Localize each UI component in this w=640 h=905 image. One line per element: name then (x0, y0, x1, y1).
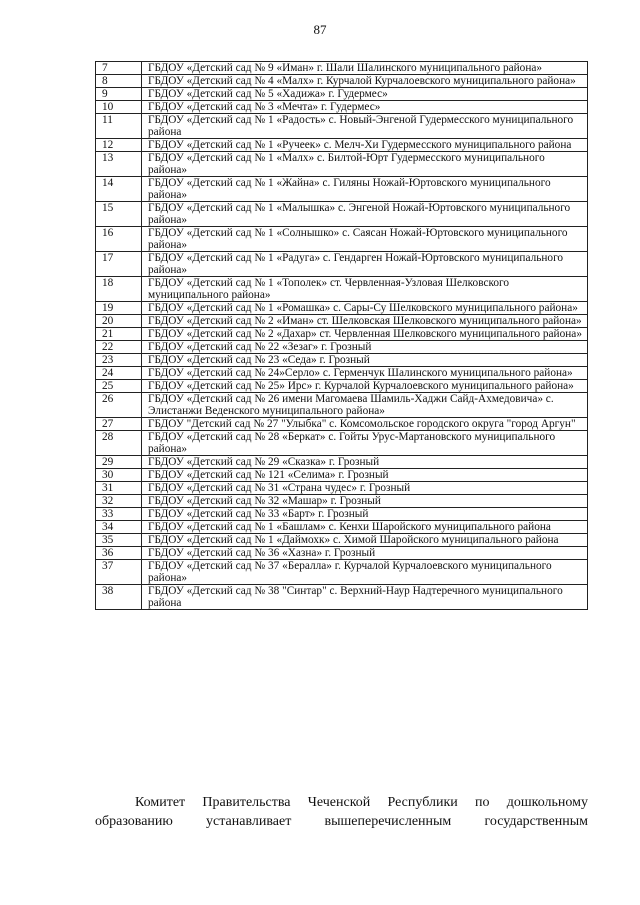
table-row (96, 177, 588, 202)
row-number: 24 (96, 367, 142, 380)
institution-name: ГБДОУ «Детский сад № 26 имени Магомаева Шамиль-Хаджи Сайд-Ахмедовича» с. Элистанжи Веденского муниципального района» (142, 393, 588, 418)
table-row (96, 508, 588, 521)
table-body (96, 62, 588, 610)
row-number: 23 (96, 354, 142, 367)
institution-name: ГБДОУ «Детский сад № 5 «Хадижа» г. Гудермес» (142, 88, 588, 101)
row-number: 27 (96, 418, 142, 431)
table-row (96, 547, 588, 560)
row-number: 14 (96, 177, 142, 202)
row-number: 34 (96, 521, 142, 534)
institution-name: ГБДОУ «Детский сад № 29 «Сказка» г. Грозный (142, 456, 588, 469)
body-paragraph: Комитет Правительства Чеченской Республики по дошкольному образованию устанавливает вышеперечисленным государственным (95, 795, 588, 829)
row-number: 11 (96, 114, 142, 139)
institution-name: ГБДОУ «Детский сад № 1 «Малх» с. Билтой-Юрт Гудермесского муниципального района» (142, 152, 588, 177)
institution-name: ГБДОУ «Детский сад № 3 «Мечта» г. Гудермес» (142, 101, 588, 114)
table-row (96, 75, 588, 88)
institution-name: ГБДОУ «Детский сад № 28 «Беркат» с. Гойты Урус-Мартановского муниципального района» (142, 431, 588, 456)
institution-name: ГБДОУ «Детский сад № 32 «Машар» г. Грозный (142, 495, 588, 508)
table-row (96, 139, 588, 152)
institution-name: ГБДОУ «Детский сад № 1 «Радуга» с. Гендарген Ножай-Юртовского муниципального района» (142, 252, 588, 277)
institution-name: ГБДОУ «Детский сад № 1 «Ромашка» с. Сары-Су Шелковского муниципального района» (142, 302, 588, 315)
table-row (96, 277, 588, 302)
institution-name: ГБДОУ «Детский сад № 38 "Синтар" с. Верхний-Наур Надтеречного муниципального района (142, 585, 588, 610)
institution-name: ГБДОУ «Детский сад № 37 «Бералла» г. Курчалой Курчалоевского муниципального района» (142, 560, 588, 585)
row-number: 25 (96, 380, 142, 393)
table-row (96, 227, 588, 252)
institution-name: ГБДОУ «Детский сад № 1 «Ручеек» с. Мелч-Хи Гудермесского муниципального района (142, 139, 588, 152)
table-row (96, 152, 588, 177)
table-row (96, 469, 588, 482)
table-row (96, 315, 588, 328)
row-number: 17 (96, 252, 142, 277)
table-row (96, 354, 588, 367)
row-number: 28 (96, 431, 142, 456)
institution-name: ГБДОУ «Детский сад № 4 «Малх» г. Курчалой Курчалоевского муниципального района» (142, 75, 588, 88)
table-row (96, 101, 588, 114)
kindergarten-table (95, 61, 588, 610)
institution-name: ГБДОУ «Детский сад № 9 «Иман» г. Шали Шалинского муниципального района» (142, 62, 588, 75)
table-row (96, 328, 588, 341)
row-number: 36 (96, 547, 142, 560)
row-number: 22 (96, 341, 142, 354)
row-number: 15 (96, 202, 142, 227)
table-row (96, 521, 588, 534)
row-number: 38 (96, 585, 142, 610)
institution-name: ГБДОУ «Детский сад № 2 «Дахар» ст. Червленная Шелковского муниципального района» (142, 328, 588, 341)
row-number: 26 (96, 393, 142, 418)
institution-name: ГБДОУ «Детский сад № 23 «Седа» г. Грозный (142, 354, 588, 367)
row-number: 9 (96, 88, 142, 101)
table-row (96, 367, 588, 380)
row-number: 37 (96, 560, 142, 585)
institution-name: ГБДОУ "Детский сад № 27 "Улыбка" с. Комсомольское городского округа "город Аргун" (142, 418, 588, 431)
row-number: 18 (96, 277, 142, 302)
table-row (96, 341, 588, 354)
table-row (96, 418, 588, 431)
row-number: 16 (96, 227, 142, 252)
table-row (96, 393, 588, 418)
institution-name: ГБДОУ «Детский сад № 1 «Жайна» с. Гиляны Ножай-Юртовского муниципального района» (142, 177, 588, 202)
row-number: 19 (96, 302, 142, 315)
row-number: 13 (96, 152, 142, 177)
institution-name: ГБДОУ «Детский сад № 1 «Солнышко» с. Саясан Ножай-Юртовского муниципального района» (142, 227, 588, 252)
table-row (96, 534, 588, 547)
row-number: 32 (96, 495, 142, 508)
table-row (96, 482, 588, 495)
institution-name: ГБДОУ «Детский сад № 22 «Зезаг» г. Грозный (142, 341, 588, 354)
institution-name: ГБДОУ «Детский сад № 1 «Тополек» ст. Червленная-Узловая Шелковского муниципального района» (142, 277, 588, 302)
table-row (96, 495, 588, 508)
row-number: 8 (96, 75, 142, 88)
table-row (96, 585, 588, 610)
table-row (96, 88, 588, 101)
row-number: 7 (96, 62, 142, 75)
page-number: 87 (313, 22, 327, 37)
table-row (96, 560, 588, 585)
institution-name: ГБДОУ «Детский сад № 1 «Башлам» с. Кенхи Шаройского муниципального района (142, 521, 588, 534)
institution-name: ГБДОУ «Детский сад № 2 «Иман» ст. Шелковская Шелковского муниципального района» (142, 315, 588, 328)
table-row (96, 380, 588, 393)
table-row (96, 456, 588, 469)
row-number: 30 (96, 469, 142, 482)
institution-name: ГБДОУ «Детский сад № 33 «Барт» г. Грозный (142, 508, 588, 521)
institution-name: ГБДОУ «Детский сад № 1 «Радость» с. Новый-Энгеной Гудермесского муниципального района (142, 114, 588, 139)
institution-name: ГБДОУ «Детский сад № 24»Серло» с. Герменчук Шалинского муниципального района» (142, 367, 588, 380)
table-row (96, 431, 588, 456)
row-number: 12 (96, 139, 142, 152)
institution-name: ГБДОУ «Детский сад № 25» Ирс» г. Курчалой Курчалоевского муниципального района» (142, 380, 588, 393)
institution-name: ГБДОУ «Детский сад № 31 «Страна чудес» г. Грозный (142, 482, 588, 495)
row-number: 35 (96, 534, 142, 547)
institution-name: ГБДОУ «Детский сад № 121 «Селима» г. Грозный (142, 469, 588, 482)
row-number: 10 (96, 101, 142, 114)
table-row (96, 114, 588, 139)
table-row (96, 252, 588, 277)
row-number: 29 (96, 456, 142, 469)
row-number: 21 (96, 328, 142, 341)
table-row (96, 202, 588, 227)
institution-name: ГБДОУ «Детский сад № 36 «Хазна» г. Грозный (142, 547, 588, 560)
table-row (96, 302, 588, 315)
row-number: 33 (96, 508, 142, 521)
row-number: 20 (96, 315, 142, 328)
row-number: 31 (96, 482, 142, 495)
institution-name: ГБДОУ «Детский сад № 1 «Даймохк» с. Химой Шаройского муниципального района (142, 534, 588, 547)
institution-name: ГБДОУ «Детский сад № 1 «Малышка» с. Энгеной Ножай-Юртовского муниципального района» (142, 202, 588, 227)
table-row (96, 62, 588, 75)
